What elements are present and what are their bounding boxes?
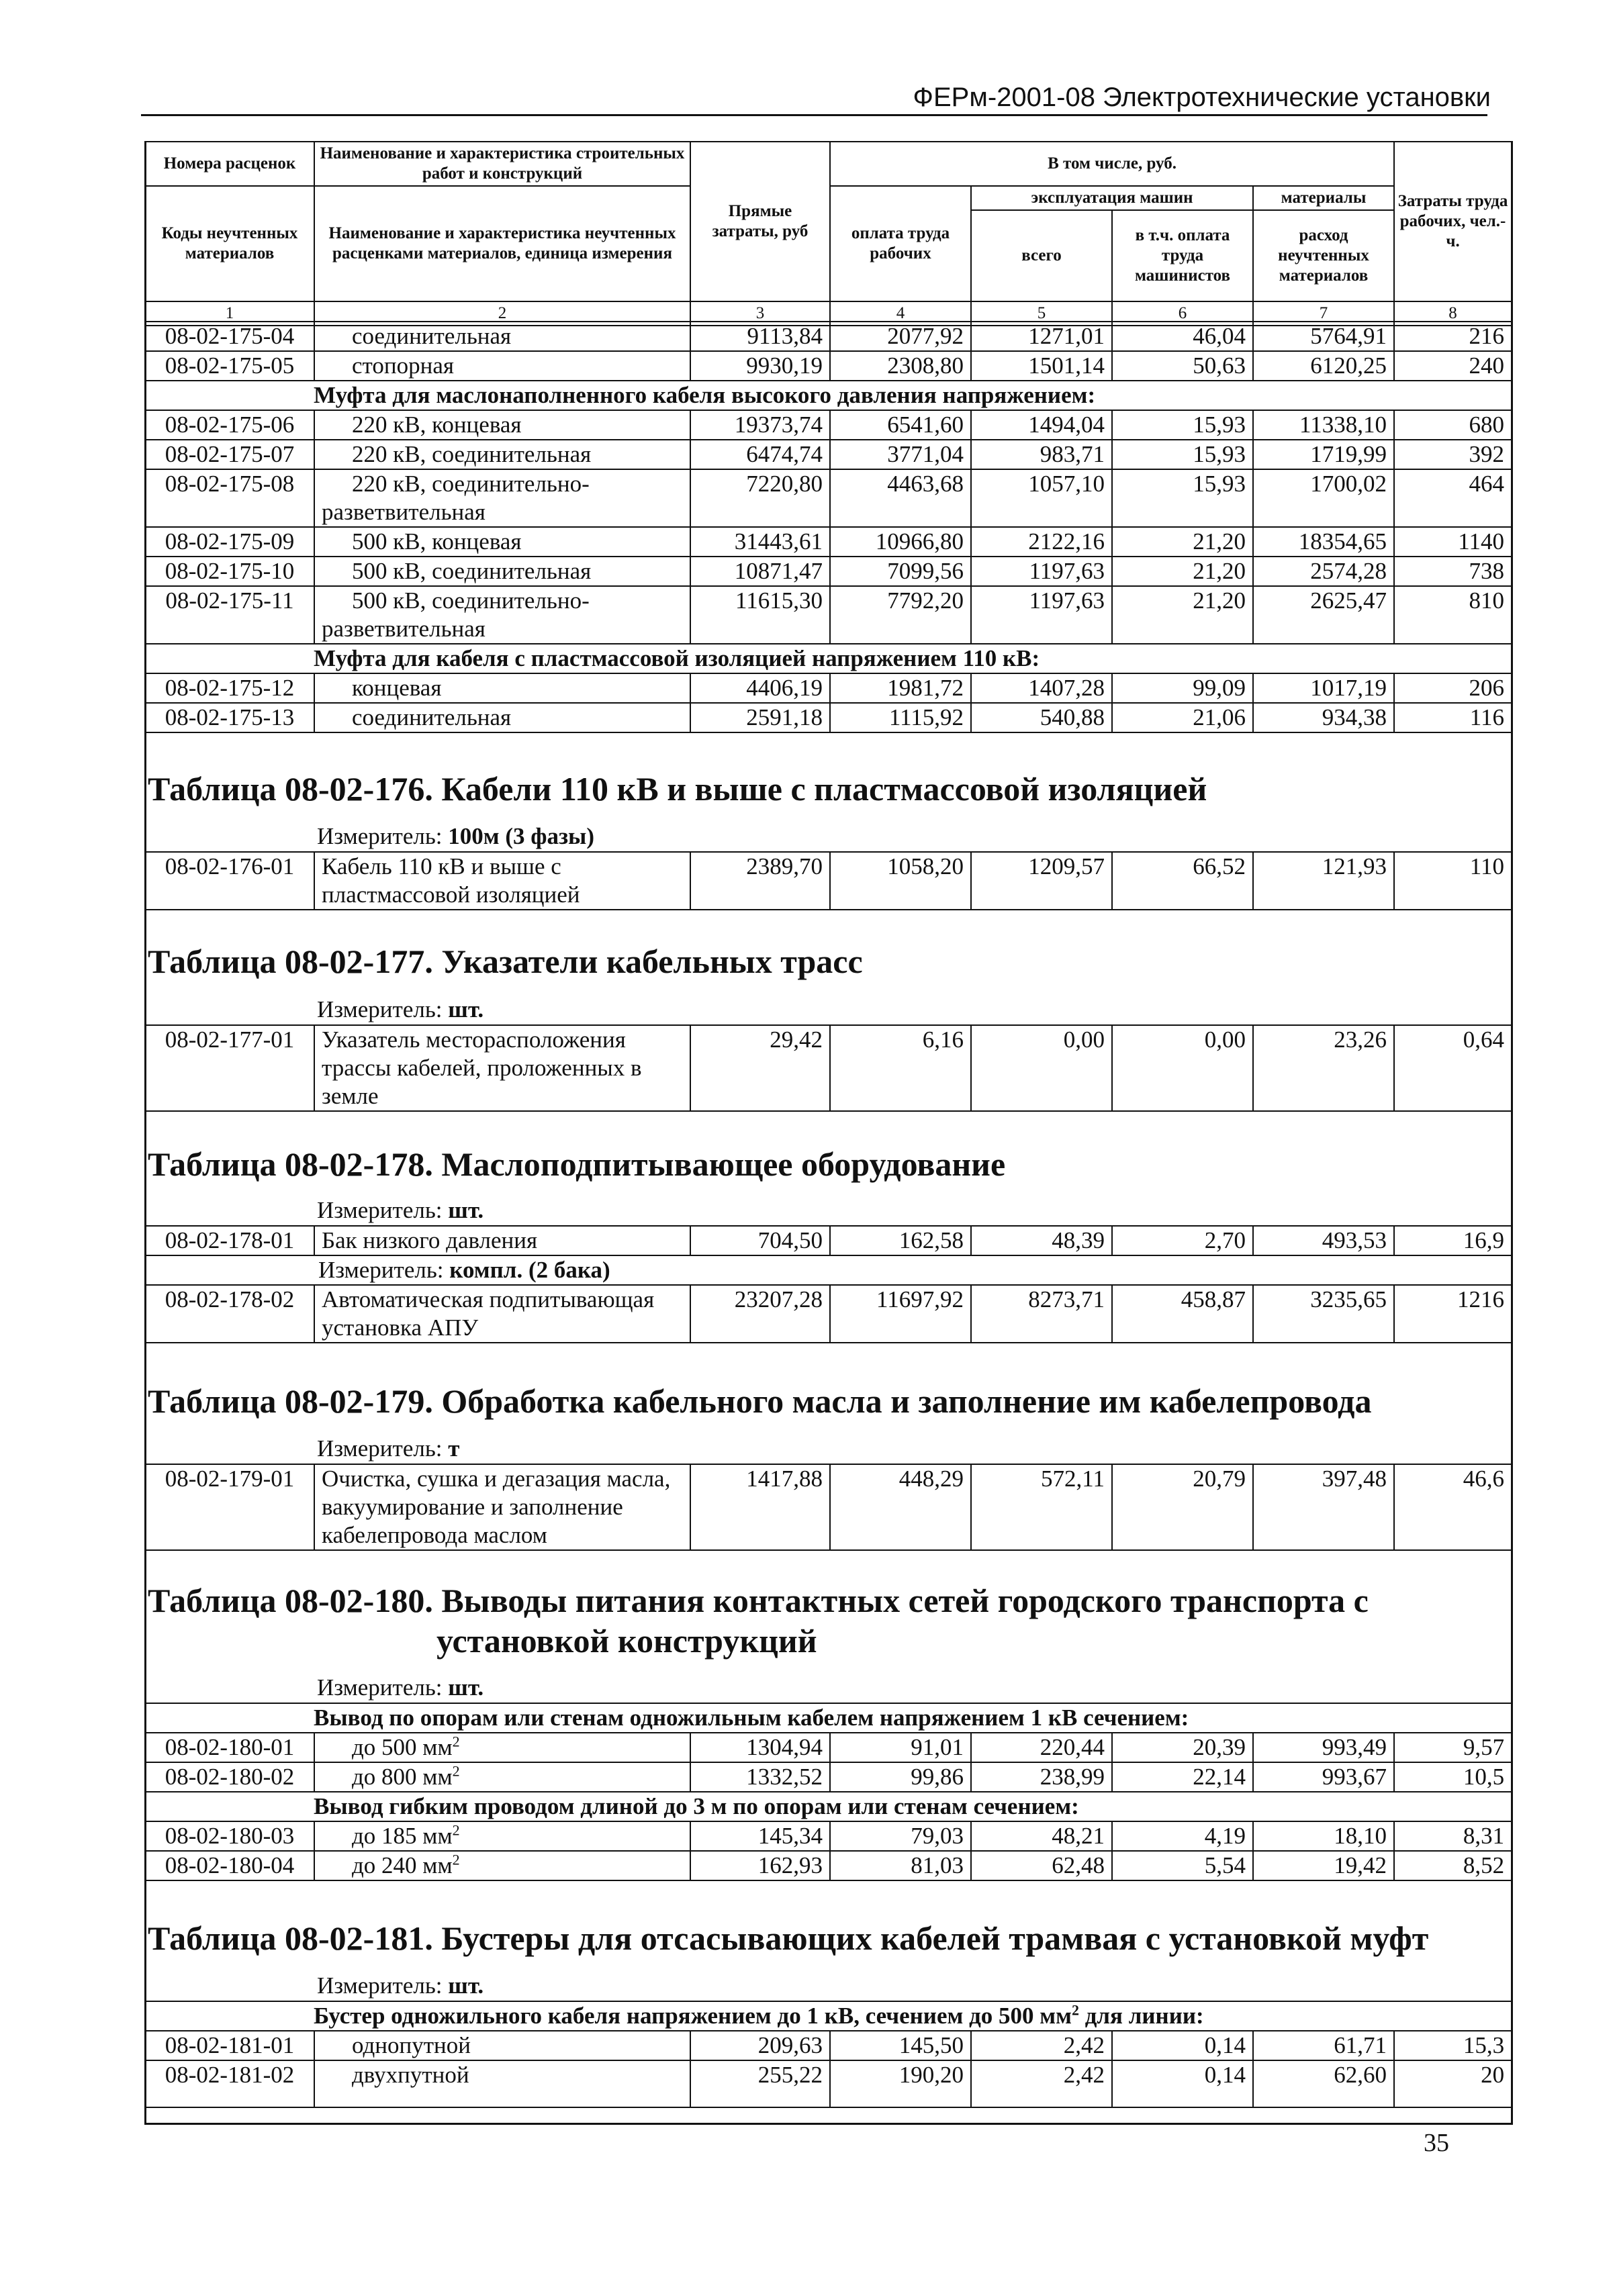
rate-code: 08-02-175-13 <box>145 703 314 732</box>
machines-wages: 99,09 <box>1112 673 1253 703</box>
materials-cost: 1700,02 <box>1253 469 1394 527</box>
rate-code: 08-02-180-03 <box>145 1821 314 1851</box>
hdr-name-bottom: Наименование и характеристика неучтенных расценками материалов, единица измерения <box>314 186 690 301</box>
materials-cost: 5764,91 <box>1253 322 1394 351</box>
table-row <box>145 673 1512 703</box>
labor-cost: 20 <box>1394 2060 1512 2107</box>
superscript: 2 <box>452 1821 460 1839</box>
measure-label: Измеритель: <box>317 823 443 849</box>
wages-cost: 7792,20 <box>830 586 971 644</box>
measure-label: Измеритель: <box>317 1674 443 1701</box>
section-heading: Муфта для маслонаполненного кабеля высокого давления напряжением: <box>145 381 1512 410</box>
machines-wages: 21,20 <box>1112 557 1253 586</box>
labor-cost: 1216 <box>1394 1285 1512 1343</box>
rate-name: Кабель 110 кВ и выше с пластмассовой изоляцией <box>314 852 690 910</box>
machines-wages: 66,52 <box>1112 852 1253 910</box>
table-row <box>145 2031 1512 2060</box>
rate-name: 500 кВ, концевая <box>314 527 690 557</box>
table-179-title: Таблица 08-02-179. Обработка кабельного масла и заполнение им кабелепровода <box>148 1382 1372 1420</box>
materials-cost: 18354,65 <box>1253 527 1394 557</box>
superscript: 2 <box>452 1762 460 1780</box>
section-heading: Вывод по опорам или стенам одножильным кабелем напряжением 1 кВ сечением: <box>145 1703 1512 1733</box>
wages-cost: 10966,80 <box>830 527 971 557</box>
rate-name: Указатель месторасположения трассы кабелей, проложенных в земле <box>314 1025 690 1111</box>
table-row <box>145 2060 1512 2107</box>
table-178 <box>144 1225 1512 1343</box>
hdr-codes-bottom: Коды неучтенных материалов <box>145 186 314 301</box>
measure-label: Измеритель: <box>317 1197 443 1223</box>
rate-name <box>314 1821 690 1851</box>
rate-code: 08-02-180-04 <box>145 1851 314 1880</box>
table-row <box>145 1733 1512 1762</box>
rate-code: 08-02-175-04 <box>145 322 314 351</box>
page-header-title: ФЕРм-2001-08 Электротехнические установки <box>913 83 1491 112</box>
direct-cost: 162,93 <box>690 1851 830 1880</box>
measure-row <box>145 1255 1512 1285</box>
machines-wages: 21,20 <box>1112 586 1253 644</box>
measure-label: Измеритель: <box>317 996 443 1022</box>
table-row <box>145 557 1512 586</box>
materials-cost: 62,60 <box>1253 2060 1394 2107</box>
rate-name: двухпутной <box>314 2060 690 2107</box>
direct-cost: 31443,61 <box>690 527 830 557</box>
materials-cost: 121,93 <box>1253 852 1394 910</box>
direct-cost: 4406,19 <box>690 673 830 703</box>
direct-cost: 23207,28 <box>690 1285 830 1343</box>
wages-cost: 448,29 <box>830 1464 971 1550</box>
wages-cost: 1115,92 <box>830 703 971 732</box>
direct-cost: 6474,74 <box>690 440 830 469</box>
rate-name-text: до 240 мм <box>352 1852 453 1878</box>
measure-value: шт. <box>448 1972 484 1999</box>
rate-code: 08-02-175-12 <box>145 673 314 703</box>
direct-cost: 9113,84 <box>690 322 830 351</box>
superscript: 2 <box>452 1733 460 1750</box>
rate-code: 08-02-181-02 <box>145 2060 314 2107</box>
wages-cost: 6541,60 <box>830 410 971 440</box>
direct-cost: 1304,94 <box>690 1733 830 1762</box>
machines-wages: 0,14 <box>1112 2060 1253 2107</box>
rate-name: 500 кВ, соединительная <box>314 557 690 586</box>
labor-cost: 464 <box>1394 469 1512 527</box>
measure-value: т <box>448 1435 460 1462</box>
table-180-title: Таблица 08-02-180. Выводы питания контактных сетей городского транспорта с <box>148 1582 1369 1619</box>
table-178-title: Таблица 08-02-178. Маслоподпитывающее оборудование <box>148 1145 1006 1183</box>
rate-code: 08-02-178-01 <box>145 1226 314 1255</box>
direct-cost: 7220,80 <box>690 469 830 527</box>
rate-name: 220 кВ, соединительная <box>314 440 690 469</box>
table-row <box>145 527 1512 557</box>
wages-cost: 4463,68 <box>830 469 971 527</box>
rate-code: 08-02-175-11 <box>145 586 314 644</box>
machines-wages: 46,04 <box>1112 322 1253 351</box>
table-row <box>145 1025 1512 1111</box>
section-row <box>145 1703 1512 1733</box>
measure-value: шт. <box>448 1197 484 1223</box>
hdr-direct: Прямые затраты, руб <box>690 142 830 301</box>
hdr-machines: эксплуатация машин <box>971 186 1253 210</box>
rate-code: 08-02-180-01 <box>145 1733 314 1762</box>
table-180-title-line2: установкой конструкций <box>436 1622 817 1660</box>
section-row <box>145 2001 1512 2031</box>
machines-total: 1501,14 <box>971 351 1112 381</box>
section-row <box>145 381 1512 410</box>
direct-cost: 2389,70 <box>690 852 830 910</box>
wages-cost: 7099,56 <box>830 557 971 586</box>
table-180-measure <box>317 1674 483 1702</box>
machines-total: 48,39 <box>971 1226 1112 1255</box>
table-176-measure <box>317 822 594 851</box>
col-num: 7 <box>1253 301 1394 326</box>
rate-name: Очистка, сушка и дегазация масла, вакуумирование и заполнение кабелепровода маслом <box>314 1464 690 1550</box>
machines-wages: 20,79 <box>1112 1464 1253 1550</box>
hdr-incl: В том числе, руб. <box>830 142 1394 186</box>
labor-cost: 116 <box>1394 703 1512 732</box>
labor-cost: 810 <box>1394 586 1512 644</box>
wages-cost: 162,58 <box>830 1226 971 1255</box>
table-row <box>145 440 1512 469</box>
direct-cost: 1332,52 <box>690 1762 830 1792</box>
table-178-measure-2 <box>145 1255 1512 1285</box>
machines-total: 572,11 <box>971 1464 1112 1550</box>
labor-cost: 206 <box>1394 673 1512 703</box>
machines-total: 0,00 <box>971 1025 1112 1111</box>
wages-cost: 190,20 <box>830 2060 971 2107</box>
table-176 <box>144 851 1512 910</box>
table-row <box>145 1285 1512 1343</box>
rate-code: 08-02-178-02 <box>145 1285 314 1343</box>
machines-wages: 15,93 <box>1112 469 1253 527</box>
hdr-materials: материалы <box>1253 186 1394 210</box>
direct-cost: 255,22 <box>690 2060 830 2107</box>
page-number: 35 <box>1424 2129 1449 2157</box>
machines-total: 983,71 <box>971 440 1112 469</box>
machines-wages: 5,54 <box>1112 1851 1253 1880</box>
rate-name-text: до 800 мм <box>352 1764 453 1790</box>
machines-wages: 0,00 <box>1112 1025 1253 1111</box>
machines-total: 62,48 <box>971 1851 1112 1880</box>
column-header-table <box>144 141 1512 326</box>
machines-wages: 4,19 <box>1112 1821 1253 1851</box>
labor-cost: 0,64 <box>1394 1025 1512 1111</box>
wages-cost: 91,01 <box>830 1733 971 1762</box>
section-heading: Вывод гибким проводом длиной до 3 м по опорам или стенам сечением: <box>145 1792 1512 1821</box>
machines-wages: 22,14 <box>1112 1762 1253 1792</box>
rate-name: однопутной <box>314 2031 690 2060</box>
superscript: 2 <box>1071 2001 1079 2019</box>
materials-cost: 493,53 <box>1253 1226 1394 1255</box>
col-num: 3 <box>690 301 830 326</box>
rate-name <box>314 1851 690 1880</box>
header-rule <box>141 114 1487 116</box>
rate-name <box>314 1733 690 1762</box>
section-row <box>145 644 1512 673</box>
labor-cost: 16,9 <box>1394 1226 1512 1255</box>
measure-value: шт. <box>448 996 484 1022</box>
materials-cost: 23,26 <box>1253 1025 1394 1111</box>
materials-cost: 6120,25 <box>1253 351 1394 381</box>
direct-cost: 209,63 <box>690 2031 830 2060</box>
wages-cost: 145,50 <box>830 2031 971 2060</box>
labor-cost: 240 <box>1394 351 1512 381</box>
wages-cost: 6,16 <box>830 1025 971 1111</box>
hdr-labor: Затраты труда рабочих, чел.-ч. <box>1394 142 1512 301</box>
labor-cost: 738 <box>1394 557 1512 586</box>
machines-wages: 15,93 <box>1112 440 1253 469</box>
direct-cost: 1417,88 <box>690 1464 830 1550</box>
labor-cost: 9,57 <box>1394 1733 1512 1762</box>
rate-name <box>314 586 690 644</box>
labor-cost: 680 <box>1394 410 1512 440</box>
labor-cost: 46,6 <box>1394 1464 1512 1550</box>
wages-cost: 79,03 <box>830 1821 971 1851</box>
rate-name: соединительная <box>314 703 690 732</box>
materials-cost: 993,49 <box>1253 1733 1394 1762</box>
rate-code: 08-02-175-09 <box>145 527 314 557</box>
section-heading-text: Бустер одножильного кабеля напряжением до 1 кВ, сечением до 500 мм <box>314 2003 1072 2029</box>
wages-cost: 81,03 <box>830 1851 971 1880</box>
table-row <box>145 703 1512 732</box>
hdr-machines-wages: в т.ч. оплата труда машинистов <box>1112 210 1253 301</box>
measure-label: Измеритель: <box>318 1257 444 1283</box>
machines-total: 2,42 <box>971 2031 1112 2060</box>
table-179-measure <box>317 1435 459 1463</box>
table-180 <box>144 1703 1512 1881</box>
rate-name: концевая <box>314 673 690 703</box>
machines-wages: 0,14 <box>1112 2031 1253 2060</box>
rate-name <box>314 1762 690 1792</box>
rate-code: 08-02-175-08 <box>145 469 314 527</box>
rate-name-text: до 500 мм <box>352 1734 453 1760</box>
wages-cost: 2308,80 <box>830 351 971 381</box>
table-row <box>145 469 1512 527</box>
direct-cost: 29,42 <box>690 1025 830 1111</box>
col-num: 6 <box>1112 301 1253 326</box>
col-num: 8 <box>1394 301 1512 326</box>
wages-cost: 11697,92 <box>830 1285 971 1343</box>
measure-value: компл. (2 бака) <box>449 1257 610 1283</box>
rate-code: 08-02-175-06 <box>145 410 314 440</box>
table-178-measure <box>317 1196 483 1225</box>
materials-cost: 397,48 <box>1253 1464 1394 1550</box>
table-181-title: Таблица 08-02-181. Бустеры для отсасывающих кабелей трамвая с установкой муфт <box>148 1919 1429 1957</box>
machines-total: 8273,71 <box>971 1285 1112 1343</box>
rate-name: Автоматическая подпитывающая установка АПУ <box>314 1285 690 1343</box>
hdr-codes-top: Номера расценок <box>145 142 314 186</box>
rate-code: 08-02-176-01 <box>145 852 314 910</box>
machines-total: 2,42 <box>971 2060 1112 2107</box>
rate-code: 08-02-180-02 <box>145 1762 314 1792</box>
hdr-name-top: Наименование и характеристика строительных работ и конструкций <box>314 142 690 186</box>
rate-code: 08-02-175-05 <box>145 351 314 381</box>
materials-cost: 993,67 <box>1253 1762 1394 1792</box>
machines-total: 1197,63 <box>971 557 1112 586</box>
machines-total: 2122,16 <box>971 527 1112 557</box>
materials-cost: 61,71 <box>1253 2031 1394 2060</box>
materials-cost: 11338,10 <box>1253 410 1394 440</box>
frame-bottom-border <box>144 2123 1513 2125</box>
direct-cost: 145,34 <box>690 1821 830 1851</box>
rate-name: соединительная <box>314 322 690 351</box>
machines-wages: 15,93 <box>1112 410 1253 440</box>
table-row <box>145 410 1512 440</box>
rate-code: 08-02-181-01 <box>145 2031 314 2060</box>
labor-cost: 110 <box>1394 852 1512 910</box>
table-row <box>145 852 1512 910</box>
rate-code: 08-02-175-10 <box>145 557 314 586</box>
rate-name: Бак низкого давления <box>314 1226 690 1255</box>
machines-total: 1494,04 <box>971 410 1112 440</box>
machines-total: 1057,10 <box>971 469 1112 527</box>
superscript: 2 <box>452 1851 460 1868</box>
section-heading-tail: для линии: <box>1078 2003 1204 2029</box>
machines-wages: 21,06 <box>1112 703 1253 732</box>
table-179 <box>144 1464 1512 1551</box>
table-row <box>145 586 1512 644</box>
materials-cost: 3235,65 <box>1253 1285 1394 1343</box>
table-row <box>145 351 1512 381</box>
measure-value: 100м (3 фазы) <box>448 823 595 849</box>
labor-cost: 15,3 <box>1394 2031 1512 2060</box>
direct-cost: 9930,19 <box>690 351 830 381</box>
table-row <box>145 1821 1512 1851</box>
machines-total: 48,21 <box>971 1821 1112 1851</box>
rate-code: 08-02-179-01 <box>145 1464 314 1550</box>
direct-cost: 10871,47 <box>690 557 830 586</box>
machines-wages: 21,20 <box>1112 527 1253 557</box>
wages-cost: 3771,04 <box>830 440 971 469</box>
rate-name-line1: 220 кВ, соединительно- <box>352 471 590 497</box>
section-row <box>145 1792 1512 1821</box>
rate-name-text: до 185 мм <box>352 1823 453 1849</box>
table-181 <box>144 2001 1512 2108</box>
machines-wages: 50,63 <box>1112 351 1253 381</box>
table-177 <box>144 1024 1512 1112</box>
rate-name: 220 кВ, концевая <box>314 410 690 440</box>
machines-total: 1209,57 <box>971 852 1112 910</box>
rate-code: 08-02-175-07 <box>145 440 314 469</box>
table-177-measure <box>317 996 483 1024</box>
col-num: 4 <box>830 301 971 326</box>
rate-name-line1: 500 кВ, соединительно- <box>352 587 590 614</box>
labor-cost: 216 <box>1394 322 1512 351</box>
labor-cost: 1140 <box>1394 527 1512 557</box>
table-176-title: Таблица 08-02-176. Кабели 110 кВ и выше с пластмассовой изоляцией <box>148 770 1207 808</box>
table-row <box>145 1464 1512 1550</box>
machines-total: 1407,28 <box>971 673 1112 703</box>
labor-cost: 8,31 <box>1394 1821 1512 1851</box>
materials-cost: 18,10 <box>1253 1821 1394 1851</box>
machines-total: 238,99 <box>971 1762 1112 1792</box>
materials-cost: 19,42 <box>1253 1851 1394 1880</box>
rate-name: стопорная <box>314 351 690 381</box>
table-177-title: Таблица 08-02-177. Указатели кабельных трасс <box>148 943 863 980</box>
machines-total: 540,88 <box>971 703 1112 732</box>
table-row <box>145 1851 1512 1880</box>
machines-wages: 458,87 <box>1112 1285 1253 1343</box>
materials-cost: 2625,47 <box>1253 586 1394 644</box>
measure-value: шт. <box>448 1674 484 1701</box>
direct-cost: 2591,18 <box>690 703 830 732</box>
direct-cost: 11615,30 <box>690 586 830 644</box>
wages-cost: 1981,72 <box>830 673 971 703</box>
rate-name <box>314 469 690 527</box>
rate-code: 08-02-177-01 <box>145 1025 314 1111</box>
wages-cost: 2077,92 <box>830 322 971 351</box>
rate-name-line2: разветвительная <box>322 499 486 525</box>
direct-cost: 19373,74 <box>690 410 830 440</box>
materials-cost: 1719,99 <box>1253 440 1394 469</box>
measure-label: Измеритель: <box>317 1972 443 1999</box>
col-num: 5 <box>971 301 1112 326</box>
machines-wages: 20,39 <box>1112 1733 1253 1762</box>
table-row <box>145 1226 1512 1255</box>
materials-cost: 2574,28 <box>1253 557 1394 586</box>
table-175-continued <box>144 321 1512 733</box>
table-row <box>145 322 1512 351</box>
machines-total: 220,44 <box>971 1733 1112 1762</box>
labor-cost: 8,52 <box>1394 1851 1512 1880</box>
hdr-machines-total: всего <box>971 210 1112 301</box>
col-num: 1 <box>145 301 314 326</box>
machines-total: 1271,01 <box>971 322 1112 351</box>
materials-cost: 934,38 <box>1253 703 1394 732</box>
table-row <box>145 1762 1512 1792</box>
machines-total: 1197,63 <box>971 586 1112 644</box>
wages-cost: 99,86 <box>830 1762 971 1792</box>
direct-cost: 704,50 <box>690 1226 830 1255</box>
section-heading: Муфта для кабеля с пластмассовой изоляцией напряжением 110 кВ: <box>145 644 1512 673</box>
hdr-materials-sub: расход неучтенных материалов <box>1253 210 1394 301</box>
col-num: 2 <box>314 301 690 326</box>
wages-cost: 1058,20 <box>830 852 971 910</box>
measure-label: Измеритель: <box>317 1435 443 1462</box>
section-heading <box>145 2001 1512 2031</box>
machines-wages: 2,70 <box>1112 1226 1253 1255</box>
labor-cost: 10,5 <box>1394 1762 1512 1792</box>
labor-cost: 392 <box>1394 440 1512 469</box>
hdr-wages: оплата труда рабочих <box>830 186 971 301</box>
rate-name-line2: разветвительная <box>322 616 486 642</box>
table-181-measure <box>317 1972 483 2000</box>
materials-cost: 1017,19 <box>1253 673 1394 703</box>
